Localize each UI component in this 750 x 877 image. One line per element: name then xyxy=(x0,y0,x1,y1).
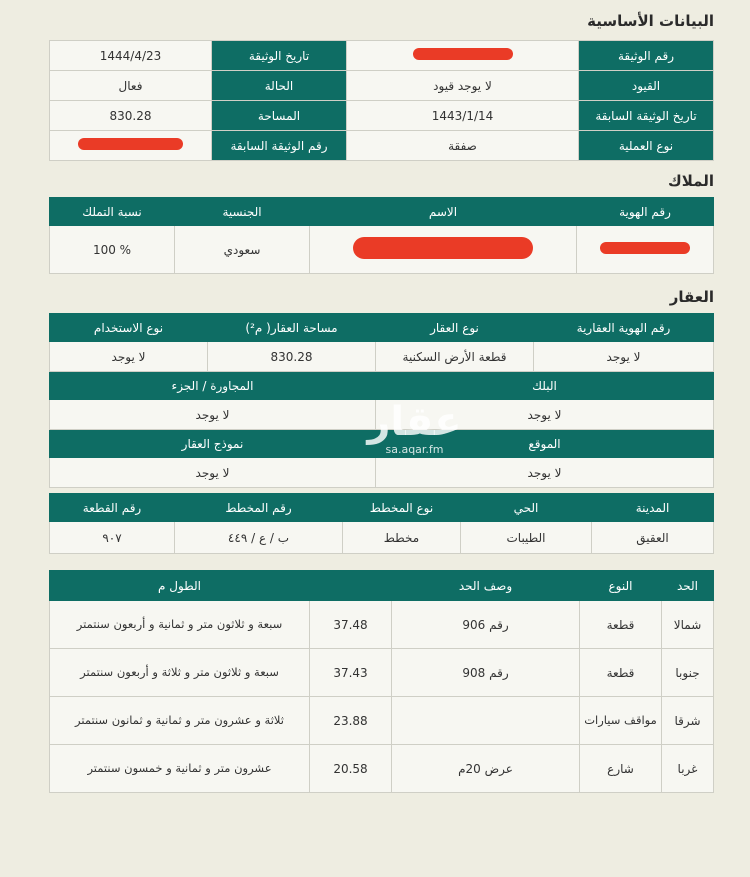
table-row xyxy=(50,601,714,649)
table-row xyxy=(50,745,714,793)
watermark-site: sa.aqar.fm xyxy=(385,443,444,456)
property-area-value: 830.28 xyxy=(208,342,376,372)
property-usage-value: لا يوجد xyxy=(50,342,208,372)
area-value: 830.28 xyxy=(50,101,212,131)
adjacent-label: المجاورة / الجزء xyxy=(50,372,376,400)
borders-table xyxy=(49,570,714,793)
plot-number-value: ٩٠٧ xyxy=(50,522,175,554)
block-value: لا يوجد xyxy=(376,400,714,430)
border-desc: رقم 908 xyxy=(392,649,580,697)
owners-header-nationality: الجنسية xyxy=(175,198,310,226)
owners-table xyxy=(49,197,714,274)
plan-number-label: رقم المخطط xyxy=(175,494,343,522)
owners-header-ownership: نسبة التملك xyxy=(50,198,175,226)
area-label: المساحة xyxy=(212,101,347,131)
redaction-mark xyxy=(600,242,690,254)
adjacent-value: لا يوجد xyxy=(50,400,376,430)
restrictions-label: القيود xyxy=(579,71,714,101)
property-title: العقار xyxy=(669,288,714,306)
owner-ownership-value: 100 % xyxy=(50,226,175,274)
block-label: البلك xyxy=(376,372,714,400)
border-length-number: 20.58 xyxy=(310,745,392,793)
table-row xyxy=(50,649,714,697)
prev-doc-number-value xyxy=(50,131,212,161)
border-type: شارع xyxy=(580,745,662,793)
border-type: قطعة xyxy=(580,649,662,697)
property-table xyxy=(49,313,714,488)
property-id-value: لا يوجد xyxy=(534,342,714,372)
table-row xyxy=(50,697,714,745)
status-value: فعال xyxy=(50,71,212,101)
owner-name-value xyxy=(310,226,577,274)
property-header-area: مساحة العقار( م²) xyxy=(208,314,376,342)
restrictions-value: لا يوجد قيود xyxy=(347,71,579,101)
operation-type-label: نوع العملية xyxy=(579,131,714,161)
owners-header-name: الاسم xyxy=(310,198,577,226)
plan-number-value: ب / ع / ٤٤٩ xyxy=(175,522,343,554)
border-length-text: ثلاثة و عشرون متر و ثمانية و ثمانون سنتمتر xyxy=(50,697,310,745)
borders-header-desc: وصف الحد xyxy=(392,571,580,601)
border-side: جنوبا xyxy=(662,649,714,697)
watermark-brand: عقار xyxy=(367,399,462,445)
property-location-table xyxy=(49,493,714,554)
border-desc xyxy=(392,697,580,745)
border-type: مواقف سيارات xyxy=(580,697,662,745)
redaction-mark xyxy=(353,237,533,259)
city-value: العقيق xyxy=(592,522,714,554)
basic-data-table xyxy=(49,40,714,161)
borders-header-type: النوع xyxy=(580,571,662,601)
border-side: غربا xyxy=(662,745,714,793)
property-header-type: نوع العقار xyxy=(376,314,534,342)
borders-header-side: الحد xyxy=(662,571,714,601)
doc-date-value: 1444/4/23 xyxy=(50,41,212,71)
border-type: قطعة xyxy=(580,601,662,649)
redaction-mark xyxy=(78,138,183,150)
prev-doc-date-label: تاريخ الوثيقة السابقة xyxy=(579,101,714,131)
doc-date-label: تاريخ الوثيقة xyxy=(212,41,347,71)
border-side: شرقا xyxy=(662,697,714,745)
plan-type-value: مخطط xyxy=(343,522,461,554)
plan-type-label: نوع المخطط xyxy=(343,494,461,522)
district-label: الحي xyxy=(461,494,592,522)
property-header-usage: نوع الاستخدام xyxy=(50,314,208,342)
borders-header-spacer xyxy=(310,571,392,601)
owner-nationality-value: سعودي xyxy=(175,226,310,274)
property-type-value: قطعة الأرض السكنية xyxy=(376,342,534,372)
border-length-text: سبعة و ثلاثون متر و ثمانية و أربعون سنتمتر xyxy=(50,601,310,649)
border-length-number: 23.88 xyxy=(310,697,392,745)
border-side: شمالا xyxy=(662,601,714,649)
border-length-text: عشرون متر و ثمانية و خمسون سنتمتر xyxy=(50,745,310,793)
border-desc: رقم 906 xyxy=(392,601,580,649)
operation-type-value: صفقة xyxy=(347,131,579,161)
model-label: نموذج العقار xyxy=(50,430,376,458)
owner-id-value xyxy=(577,226,714,274)
owners-header-id: رقم الهوية xyxy=(577,198,714,226)
owners-title: الملاك xyxy=(668,172,714,190)
border-length-number: 37.43 xyxy=(310,649,392,697)
border-length-text: سبعة و ثلاثون متر و ثلاثة و أربعون سنتمتر xyxy=(50,649,310,697)
model-value: لا يوجد xyxy=(50,458,376,488)
plot-number-label: رقم القطعة xyxy=(50,494,175,522)
doc-number-value xyxy=(347,41,579,71)
basic-data-title: البيانات الأساسية xyxy=(587,12,714,30)
borders-header-length: الطول م xyxy=(50,571,310,601)
border-desc: عرض 20م xyxy=(392,745,580,793)
property-header-id: رقم الهوية العقارية xyxy=(534,314,714,342)
prev-doc-number-label: رقم الوثيقة السابقة xyxy=(212,131,347,161)
redaction-mark xyxy=(413,48,513,60)
prev-doc-date-value: 1443/1/14 xyxy=(347,101,579,131)
location-label: الموقع xyxy=(376,430,714,458)
doc-number-label: رقم الوثيقة xyxy=(579,41,714,71)
status-label: الحالة xyxy=(212,71,347,101)
city-label: المدينة xyxy=(592,494,714,522)
border-length-number: 37.48 xyxy=(310,601,392,649)
district-value: الطيبات xyxy=(461,522,592,554)
location-value: لا يوجد xyxy=(376,458,714,488)
